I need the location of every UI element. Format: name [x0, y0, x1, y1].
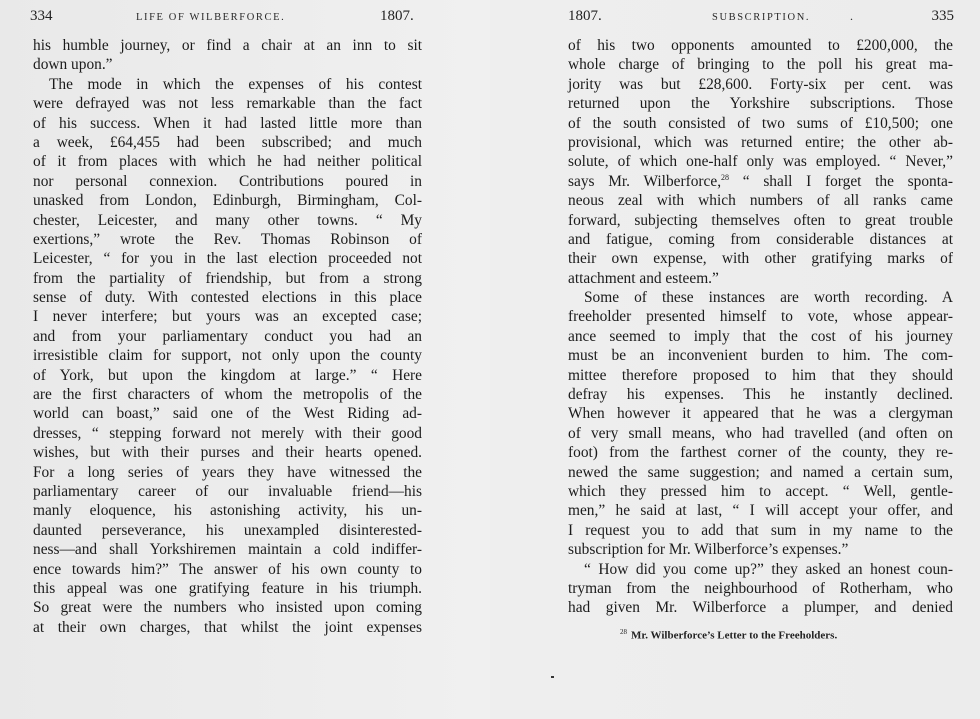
- line-text: which they pressed him to accept. “ Well, gentle-: [568, 482, 953, 500]
- text-line: [568, 152, 953, 171]
- line-text: unasked from London, Edinburgh, Birmingham, Col-: [33, 192, 422, 210]
- running-year: 1807.: [380, 8, 414, 24]
- text-line: [568, 346, 953, 365]
- line-text: Some of these instances are worth recording. A: [584, 289, 953, 307]
- line-text: ance seemed to imply that the cost of his journey: [568, 327, 953, 345]
- text-line: [33, 385, 422, 404]
- text-line: [568, 75, 953, 94]
- line-text: down upon.”: [33, 56, 113, 74]
- text-line: [33, 191, 422, 210]
- line-text: were defrayed was not less remarkable than the fact: [33, 95, 422, 113]
- text-line: [33, 424, 422, 443]
- line-text: from the partiality of friendship, but from a strong: [33, 269, 422, 287]
- line-text: defray his expenses. This he instantly declined.: [568, 386, 953, 404]
- running-head-right: [568, 6, 954, 26]
- line-text: of very small means, who had travelled (and often on: [568, 424, 953, 442]
- line-text: this appeal was one gratifying feature in his triumph.: [33, 579, 422, 597]
- line-text: of his success. When it had lasted little more than: [33, 114, 422, 132]
- text-line: [568, 269, 953, 288]
- text-line: [33, 463, 422, 482]
- text-line: [568, 463, 953, 482]
- text-line: [568, 172, 953, 191]
- text-line: [568, 211, 953, 230]
- text-line: [568, 94, 953, 113]
- text-line: [568, 579, 953, 598]
- line-text: neous zeal with which numbers of all ranks came: [568, 192, 953, 210]
- line-text: subscription for Mr. Wilberforce’s expenses.”: [568, 541, 849, 559]
- line-text: their own expense, with other gratifying marks of: [568, 250, 953, 268]
- text-line: [33, 75, 422, 94]
- text-line: [568, 327, 953, 346]
- text-line: [33, 307, 422, 326]
- line-text: For a long series of years they have witnessed the: [33, 463, 422, 481]
- line-text: ence towards him?” The answer of his own county to: [33, 560, 422, 578]
- line-text: The mode in which the expenses of his contest: [49, 75, 422, 93]
- line-text: attachment and esteem.”: [568, 269, 719, 287]
- text-line: [33, 230, 422, 249]
- text-line: [33, 55, 422, 74]
- line-text: manly eloquence, his astonishing activity, his un-: [33, 502, 422, 520]
- line-text: solute, of which one-half only was employed. “ Never,”: [568, 153, 953, 171]
- text-line: [33, 482, 422, 501]
- line-text: forward, subjecting themselves often to great trouble: [568, 211, 953, 229]
- body-text: [33, 36, 422, 637]
- line-text: parliamentary career of our invaluable friend—his: [33, 482, 422, 500]
- line-text: nor personal connexion. Contributions poured in: [33, 172, 422, 190]
- text-line: [33, 269, 422, 288]
- line-text: are the first characters of whom the metropolis of the: [33, 386, 422, 404]
- text-line: [568, 133, 953, 152]
- line-text: irresistible claim for support, not only upon the county: [33, 347, 422, 365]
- line-text: I never interfere; but yours was an excepted case;: [33, 308, 422, 326]
- text-line: [568, 385, 953, 404]
- line-text: whole charge of bringing to the poll his great ma-: [568, 56, 953, 74]
- line-text: wishes, but with their purses and their hearts opened.: [33, 444, 422, 462]
- text-line: [33, 152, 422, 171]
- running-year: 1807.: [568, 8, 602, 24]
- line-text: freeholder presented himself to vote, whose appear-: [568, 308, 953, 326]
- footnote-text: Mr. Wilberforce’s Letter to the Freeholders.: [631, 629, 838, 642]
- line-text: sense of duty. With contested elections in this place: [33, 289, 422, 307]
- text-line: [568, 424, 953, 443]
- line-text: of the south consisted of two sums of £10,500; one: [568, 114, 953, 132]
- text-line: [33, 133, 422, 152]
- line-text-after: “ shall I forget the sponta-: [729, 172, 953, 190]
- text-line: [33, 443, 422, 462]
- line-text: returned upon the Yorkshire subscriptions. Those: [568, 95, 953, 113]
- footnote-marker: 28: [721, 172, 730, 182]
- line-text: newed the same suggestion; and named a certain sum,: [568, 463, 953, 481]
- print-speck: .: [850, 9, 853, 23]
- text-line: [33, 327, 422, 346]
- text-line: [568, 36, 953, 55]
- line-text: “ How did you come up?” they asked an honest coun-: [584, 560, 953, 578]
- text-line: [33, 618, 422, 637]
- line-text: had given Mr. Wilberforce a plumper, and denied: [568, 599, 953, 617]
- right-page: [490, 0, 980, 719]
- line-text: ness—and shall Yorkshiremen maintain a cold indiffer-: [33, 541, 422, 559]
- text-line: [568, 288, 953, 307]
- line-text: a week, £64,455 had been subscribed; and much: [33, 133, 422, 151]
- line-text: world can boast,” said one of the West Riding ad-: [33, 405, 422, 423]
- page-number: 335: [931, 8, 954, 24]
- text-line: [568, 366, 953, 385]
- line-text: dresses, “ stepping forward not merely with their good: [33, 424, 422, 442]
- text-line: [568, 598, 953, 617]
- text-line: [33, 36, 422, 55]
- line-text: of his two opponents amounted to £200,000, the: [568, 37, 953, 54]
- text-line: [33, 521, 422, 540]
- line-text: Leicester, “ for you in the last election proceeded not: [33, 250, 422, 268]
- text-line: [568, 230, 953, 249]
- text-line: [33, 211, 422, 230]
- line-text: So great were the numbers who insisted upon coming: [33, 599, 422, 617]
- text-line: [568, 307, 953, 326]
- text-line: [33, 404, 422, 423]
- text-line: [568, 404, 953, 423]
- line-text: chester, Leicester, and many other towns. “ My: [33, 211, 422, 229]
- text-line: [568, 501, 953, 520]
- text-line: [33, 598, 422, 617]
- page-number: 334: [30, 8, 53, 24]
- text-line: [568, 521, 953, 540]
- running-title: SUBSCRIPTION.: [712, 12, 811, 23]
- text-line: [33, 94, 422, 113]
- text-line: [568, 443, 953, 462]
- body-text: [568, 36, 953, 618]
- line-text: daunted perseverance, his unexampled disinterested-: [33, 521, 422, 539]
- line-text: at their own charges, that whilst the joint expenses: [33, 618, 422, 636]
- line-text: tryman from the neighbourhood of Rotherham, who: [568, 579, 953, 597]
- line-text: his humble journey, or find a chair at an inn to sit: [33, 37, 422, 54]
- line-text: When however it appeared that he was a clergyman: [568, 405, 953, 423]
- line-text: and fatigue, coming from considerable distances at: [568, 230, 953, 248]
- line-text: of it from places with which he had neither political: [33, 153, 422, 171]
- footnote: [620, 628, 837, 642]
- text-line: [33, 346, 422, 365]
- text-line: [33, 288, 422, 307]
- line-text: mittee therefore proposed to him that they should: [568, 366, 953, 384]
- print-speck: [551, 676, 554, 678]
- text-line: [568, 560, 953, 579]
- text-line: [568, 114, 953, 133]
- text-line: [33, 501, 422, 520]
- text-line: [568, 55, 953, 74]
- line-text: exertions,” wrote the Rev. Thomas Robinson of: [33, 230, 422, 248]
- text-line: [33, 540, 422, 559]
- footnote-ref: 28: [620, 628, 627, 636]
- text-line: [33, 114, 422, 133]
- line-text: of York, but upon the kingdom at large.” “ Here: [33, 366, 422, 384]
- text-line: [33, 579, 422, 598]
- text-line: [568, 191, 953, 210]
- text-line: [33, 172, 422, 191]
- running-head-left: [30, 6, 420, 26]
- text-line: [568, 482, 953, 501]
- text-line: [33, 366, 422, 385]
- text-line: [568, 540, 953, 559]
- running-title: LIFE OF WILBERFORCE.: [136, 12, 286, 23]
- line-text: men,” he said at last, “ I will accept your offer, and: [568, 502, 953, 520]
- line-text: and from your parliamentary conduct you had an: [33, 327, 422, 345]
- line-text: says Mr. Wilberforce,: [568, 172, 722, 190]
- line-text: foot) from the farthest corner of the county, they re-: [568, 444, 953, 462]
- line-text: jority was but £28,600. Forty-six per cent. was: [568, 75, 953, 93]
- line-text: provisional, which was returned entire; the other ab-: [568, 133, 953, 151]
- text-line: [33, 560, 422, 579]
- text-line: [33, 249, 422, 268]
- text-line: [568, 249, 953, 268]
- line-text: I request you to add that sum in my name to the: [568, 521, 953, 539]
- line-text: must be an inconvenient burden to him. The com-: [568, 347, 953, 365]
